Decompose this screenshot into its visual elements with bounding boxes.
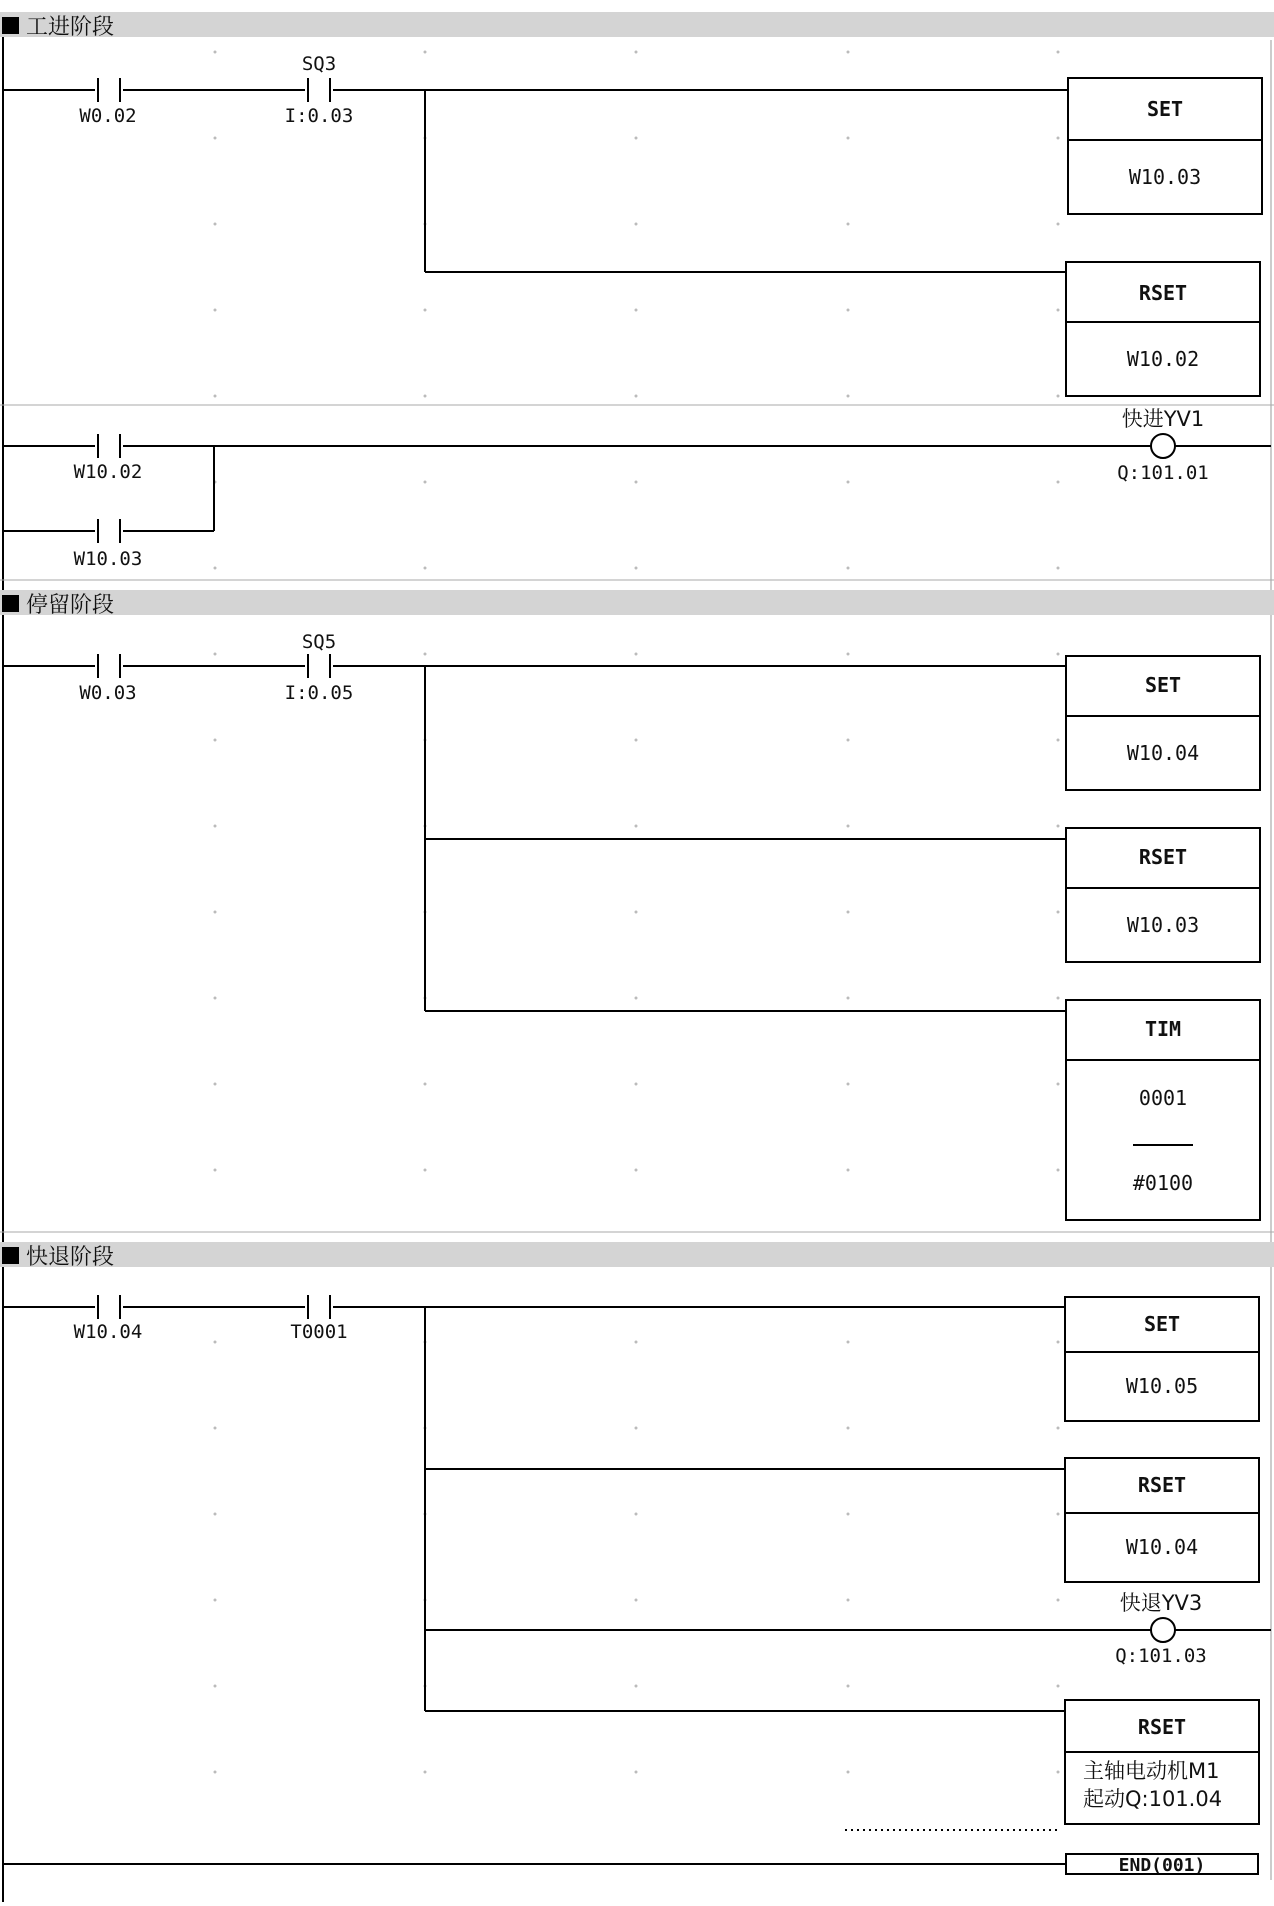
instruction-operand: W10.05 (1125, 1374, 1199, 1398)
grid-dot (635, 309, 638, 312)
rset-instruction-box[interactable] (1065, 1458, 1259, 1582)
grid-dot (424, 51, 427, 54)
set-instruction-box[interactable] (1066, 656, 1260, 790)
grid-dot (1057, 1685, 1060, 1688)
rung-1 (3, 90, 1068, 272)
grid-dot (635, 739, 638, 742)
grid-dot (214, 825, 217, 828)
contact-w0-02[interactable] (98, 78, 120, 102)
section-header-2[interactable] (0, 590, 1274, 618)
section-title: 快退阶段 (26, 1245, 115, 1270)
grid-dot (635, 1771, 638, 1774)
section-marker-icon (2, 1247, 19, 1264)
grid-dot (1057, 1169, 1060, 1172)
grid-dot (1057, 1771, 1060, 1774)
grid-dot (635, 137, 638, 140)
contact-comment: SQ3 (301, 53, 337, 75)
grid-dot (214, 653, 217, 656)
grid-dot (214, 309, 217, 312)
timer-setpoint: #0100 (1132, 1171, 1194, 1195)
grid-dot (635, 1599, 638, 1602)
coil-address: Q:101.03 (1115, 1645, 1207, 1667)
grid-dots (214, 51, 1060, 1774)
grid-dot (847, 567, 850, 570)
contact-address: I:0.03 (284, 105, 354, 127)
grid-dot (1057, 911, 1060, 914)
instruction-mnemonic: SET (1146, 97, 1184, 121)
grid-dot (1057, 223, 1060, 226)
instruction-operand: W10.04 (1125, 1535, 1199, 1559)
grid-dot (635, 1169, 638, 1172)
grid-dot (214, 1083, 217, 1086)
instruction-mnemonic: SET (1143, 1312, 1181, 1336)
tim-instruction-box[interactable] (1066, 1000, 1260, 1220)
section-title: 停留阶段 (26, 593, 115, 618)
contact-address: W10.02 (73, 461, 143, 483)
grid-dot (847, 1341, 850, 1344)
grid-dot (214, 739, 217, 742)
section-header-3[interactable] (0, 1242, 1274, 1270)
grid-dot (1057, 739, 1060, 742)
grid-dot (1057, 1513, 1060, 1516)
section-marker-icon (2, 17, 19, 34)
instruction-mnemonic: SET (1144, 673, 1182, 697)
grid-dot (1057, 567, 1060, 570)
contact-w0-03[interactable] (98, 654, 120, 678)
grid-dot (847, 137, 850, 140)
section-title: 工进阶段 (26, 15, 115, 40)
contact-address: W0.03 (79, 682, 137, 704)
grid-dot (847, 825, 850, 828)
end-instruction-box[interactable] (1066, 1854, 1258, 1876)
end-label: END(001) (1118, 1855, 1206, 1876)
grid-dot (847, 395, 850, 398)
contact-t0001[interactable] (308, 1295, 330, 1319)
grid-dot (847, 309, 850, 312)
contact-w10-02[interactable] (98, 434, 120, 458)
grid-dot (424, 567, 427, 570)
contact-w10-03[interactable] (98, 519, 120, 543)
grid-dot (1057, 997, 1060, 1000)
instruction-operand: W10.04 (1126, 741, 1200, 765)
rset-instruction-box[interactable] (1065, 1700, 1259, 1824)
rung-3 (3, 666, 1066, 1011)
grid-dot (1057, 653, 1060, 656)
grid-dot (847, 911, 850, 914)
grid-dot (214, 911, 217, 914)
grid-dot (214, 395, 217, 398)
rung-2 (3, 446, 1271, 531)
grid-dot (847, 739, 850, 742)
grid-dot (1057, 481, 1060, 484)
grid-dot (847, 51, 850, 54)
grid-dot (1057, 825, 1060, 828)
grid-dot (214, 1771, 217, 1774)
grid-dot (635, 1513, 638, 1516)
contact-comment: SQ5 (301, 631, 337, 653)
grid-dot (635, 395, 638, 398)
instruction-mnemonic: RSET (1137, 1715, 1187, 1739)
grid-dot (635, 911, 638, 914)
instruction-operand: W10.02 (1126, 347, 1200, 371)
grid-dot (635, 1685, 638, 1688)
set-instruction-box[interactable] (1068, 78, 1262, 214)
contact-address: W10.04 (73, 1321, 143, 1343)
grid-dot (214, 1513, 217, 1516)
instruction-mnemonic: RSET (1138, 281, 1188, 305)
grid-dot (847, 1599, 850, 1602)
grid-dot (847, 1685, 850, 1688)
set-instruction-box[interactable] (1065, 1297, 1259, 1421)
grid-dot (424, 1771, 427, 1774)
grid-dot (214, 137, 217, 140)
coil-address: Q:101.01 (1117, 462, 1209, 484)
grid-dot (847, 1169, 850, 1172)
instruction-operand: W10.03 (1128, 165, 1202, 189)
grid-dot (214, 223, 217, 226)
instruction-operand: W10.03 (1126, 913, 1200, 937)
output-coil-yv3[interactable] (1151, 1618, 1175, 1642)
section-header-1[interactable] (0, 12, 1274, 40)
grid-dot (1057, 395, 1060, 398)
instruction-mnemonic: TIM (1144, 1017, 1182, 1041)
contact-address: T0001 (290, 1321, 348, 1343)
grid-dot (635, 1083, 638, 1086)
grid-dot (214, 1685, 217, 1688)
contact-w10-04[interactable] (98, 1295, 120, 1319)
operand-comment: 主轴电动机M1 (1083, 1759, 1220, 1783)
grid-dot (847, 1513, 850, 1516)
grid-dot (1057, 309, 1060, 312)
contact-address: I:0.05 (284, 682, 354, 704)
grid-dot (424, 1083, 427, 1086)
instruction-mnemonic: RSET (1138, 845, 1188, 869)
grid-dot (847, 481, 850, 484)
grid-dot (424, 1169, 427, 1172)
grid-dot (214, 51, 217, 54)
grid-dot (214, 1169, 217, 1172)
grid-dot (1057, 1341, 1060, 1344)
contact-i0-03[interactable] (308, 78, 330, 102)
instruction-mnemonic: RSET (1137, 1473, 1187, 1497)
grid-dot (847, 1771, 850, 1774)
grid-dot (847, 997, 850, 1000)
grid-dot (635, 1427, 638, 1430)
coil-comment: 快进YV1 (1121, 407, 1205, 431)
grid-dot (424, 653, 427, 656)
grid-dot (214, 1341, 217, 1344)
grid-dot (1057, 1599, 1060, 1602)
operand-comment: 起动Q:101.04 (1083, 1787, 1223, 1811)
rset-instruction-box[interactable] (1066, 262, 1260, 396)
contact-address: W10.03 (73, 548, 143, 570)
coil-comment: 快退YV3 (1119, 1591, 1203, 1615)
grid-dot (1057, 137, 1060, 140)
grid-dot (847, 1427, 850, 1430)
contact-address: W0.02 (79, 105, 137, 127)
grid-dot (424, 481, 427, 484)
grid-dot (635, 1341, 638, 1344)
grid-dot (635, 825, 638, 828)
grid-dot (1057, 51, 1060, 54)
grid-dot (847, 1083, 850, 1086)
contact-i0-05[interactable] (308, 654, 330, 678)
grid-dot (635, 997, 638, 1000)
grid-dot (214, 1427, 217, 1430)
rset-instruction-box[interactable] (1066, 828, 1260, 962)
grid-dot (847, 223, 850, 226)
section-marker-icon (2, 595, 19, 612)
grid-dot (424, 309, 427, 312)
grid-dot (1057, 1427, 1060, 1430)
grid-dot (635, 223, 638, 226)
grid-dot (214, 567, 217, 570)
output-coil-yv1[interactable] (1151, 434, 1175, 458)
grid-dot (635, 51, 638, 54)
grid-dot (1057, 1083, 1060, 1086)
grid-dot (214, 1599, 217, 1602)
grid-dot (635, 481, 638, 484)
grid-dot (214, 997, 217, 1000)
grid-dot (635, 567, 638, 570)
grid-dot (424, 395, 427, 398)
grid-dot (847, 653, 850, 656)
grid-dot (635, 653, 638, 656)
timer-number: 0001 (1138, 1086, 1188, 1110)
